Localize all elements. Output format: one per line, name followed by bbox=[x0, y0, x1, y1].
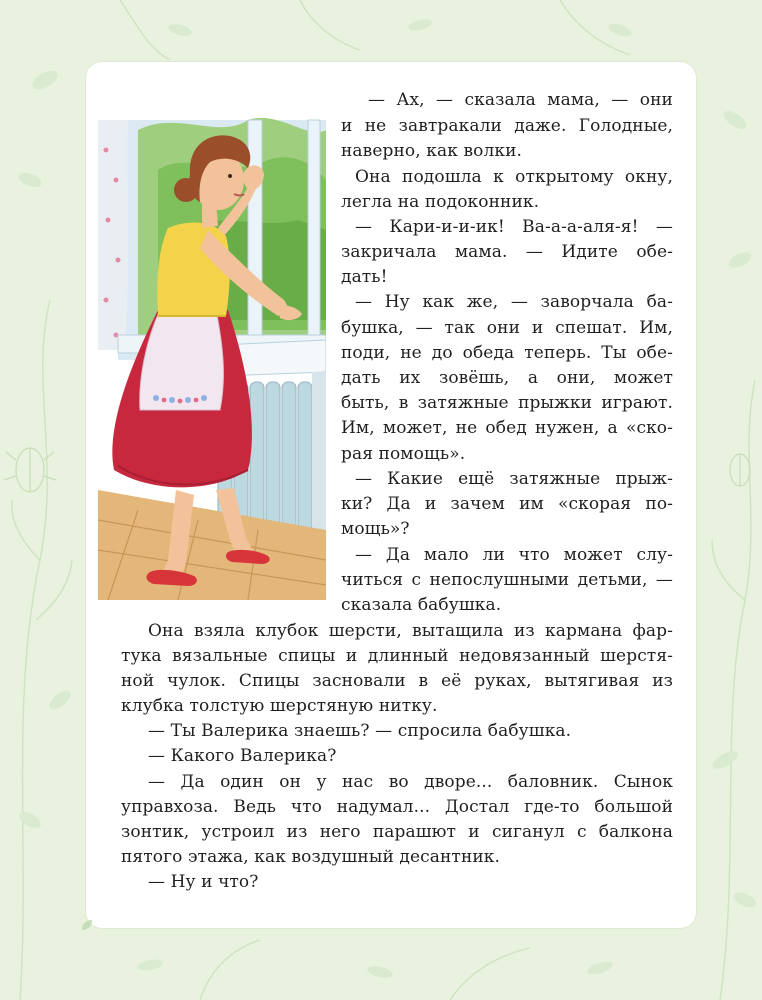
text-line: — Ах, — сказала мама, — они bbox=[368, 90, 673, 110]
text-line: бушка, — так они и спешат. Им, bbox=[341, 318, 673, 338]
text-line: пятого этажа, как воздушный десантник. bbox=[121, 847, 501, 867]
text-line: Им, может, не обед нужен, а «ско- bbox=[341, 418, 673, 438]
text-line: быть, в затяжные прыжки играют. bbox=[341, 393, 673, 413]
text-line: наверно, как волки. bbox=[341, 141, 523, 161]
text-line: — Ну и что? bbox=[148, 872, 259, 892]
text-line: — Да мало ли что может слу- bbox=[355, 545, 673, 565]
text-line: — Ну как же, — заворчала ба- bbox=[355, 292, 673, 312]
text-line: мощь»? bbox=[341, 519, 410, 539]
text-line: — Ты Валерика знаешь? — спросила бабушка. bbox=[148, 721, 572, 741]
text-line: клубка толстую шерстяную нитку. bbox=[121, 696, 438, 716]
leaf-ornament-icon bbox=[80, 918, 94, 932]
text-line: Она подошла к открытому окну, bbox=[355, 167, 673, 187]
text-line: закричала мама. — Идите обе- bbox=[341, 242, 673, 262]
text-line: ной чулок. Спицы засновали в её руках, вытягивая из bbox=[121, 671, 673, 691]
text-line: Она взяла клубок шерсти, вытащила из кармана фар- bbox=[148, 621, 673, 641]
text-line: дать! bbox=[341, 267, 388, 287]
text-line: — Какого Валерика? bbox=[148, 746, 337, 766]
text-line: управхоза. Ведь что надумал... Достал где-то большой bbox=[121, 797, 673, 817]
text-line: поди, не до обеда теперь. Ты обе- bbox=[341, 343, 673, 363]
text-line: и не завтракали даже. Голодные, bbox=[341, 116, 673, 136]
text-line: сказала бабушка. bbox=[341, 595, 502, 615]
text-line: — Кари-и-и-ик! Ва-а-а-аля-я! — bbox=[355, 217, 673, 237]
text-line: ки? Да и зачем им «скорая по- bbox=[341, 494, 673, 514]
text-line: читься с непослушными детьми, — bbox=[341, 570, 673, 590]
text-line: дать их зовёшь, а они, может bbox=[341, 368, 673, 388]
illustration-mother-at-window bbox=[98, 110, 326, 600]
text-line: легла на подоконник. bbox=[341, 192, 540, 212]
text-line: зонтик, устроил из него парашют и сиганул с балкона bbox=[121, 822, 673, 842]
text-line: тука вязальные спицы и длинный недовязанный шерстя- bbox=[121, 646, 673, 666]
text-line: — Да один он у нас во дворе... баловник. Сынок bbox=[148, 772, 673, 792]
text-line: рая помощь». bbox=[341, 444, 466, 464]
text-line: — Какие ещё затяжные прыж- bbox=[355, 469, 673, 489]
